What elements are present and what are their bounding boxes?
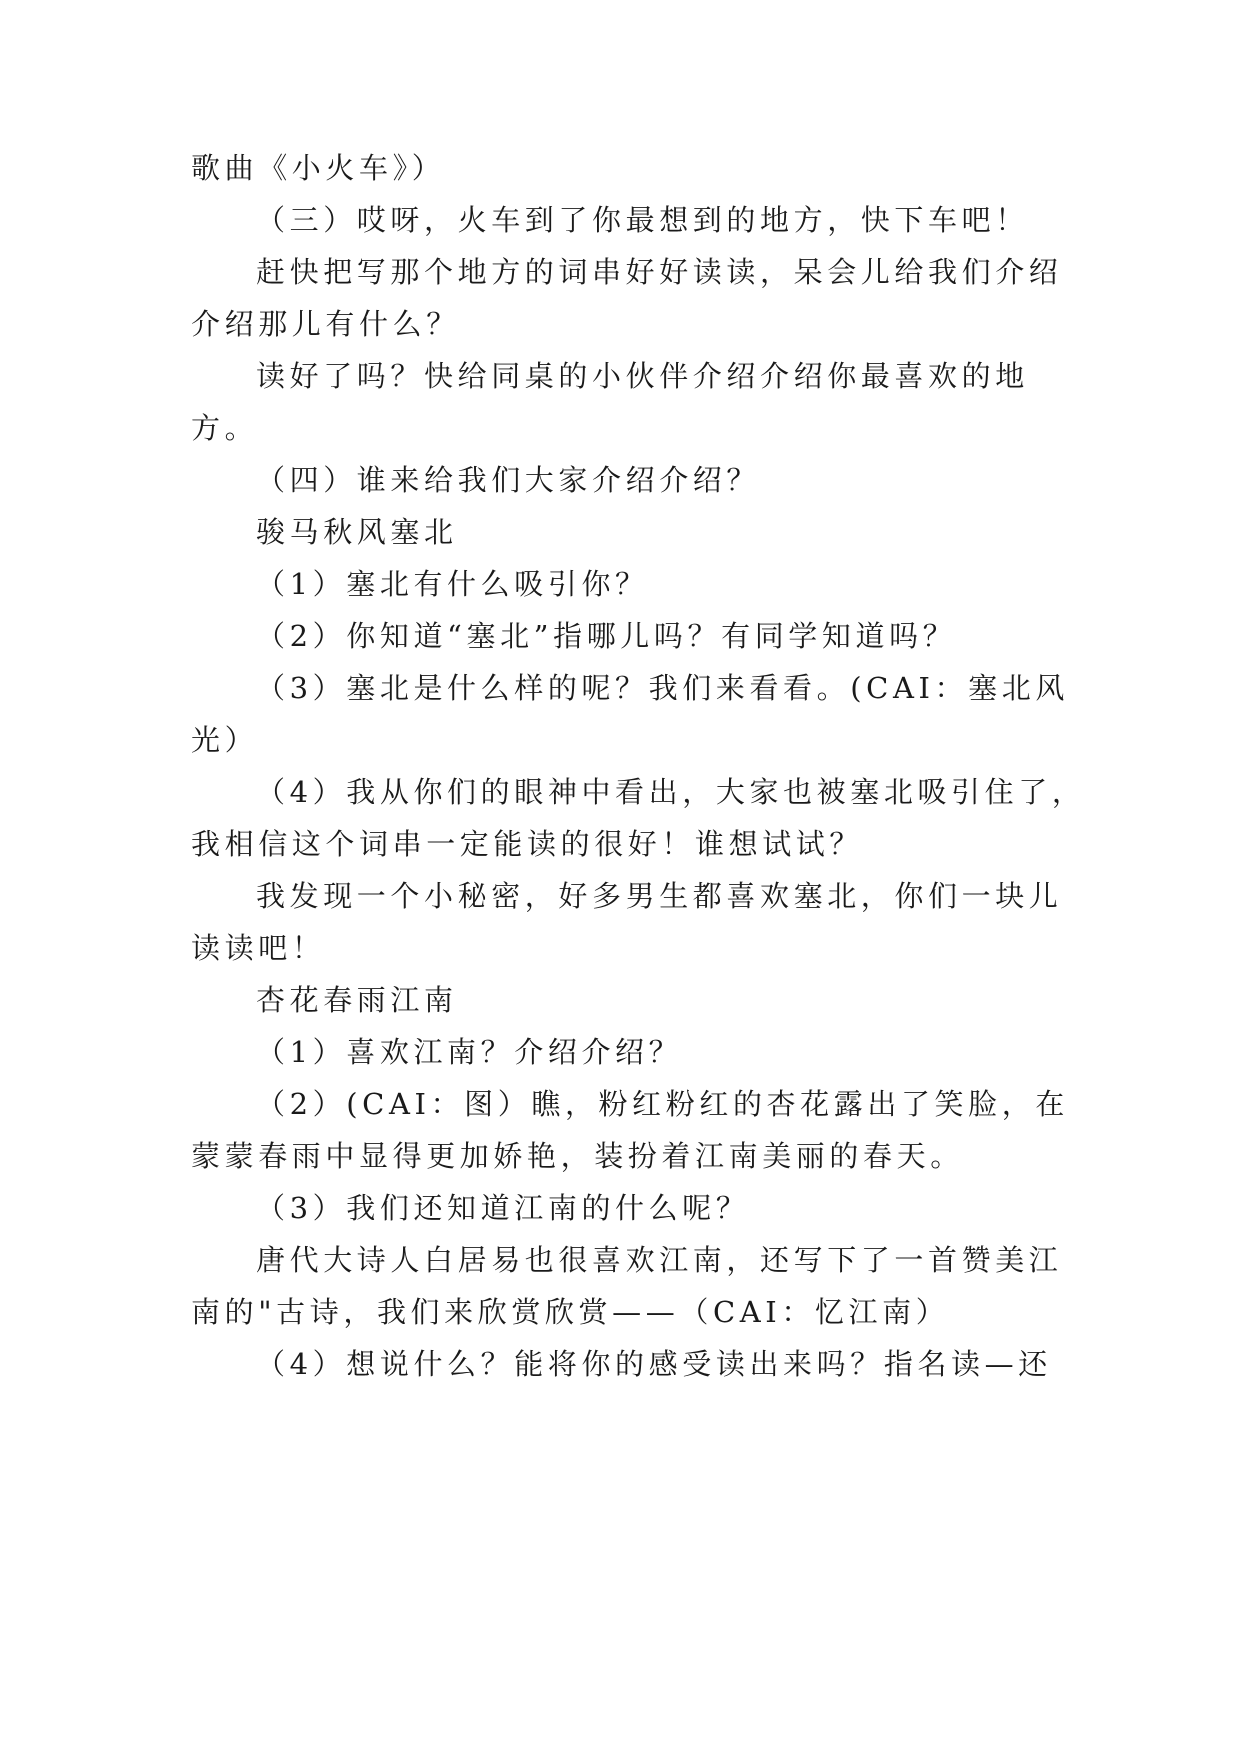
text-line: 唐代大诗人白居易也很喜欢江南，还写下了一首赞美江 [256, 1243, 1063, 1277]
text-line: 赶快把写那个地方的词串好好读读，呆会儿给我们介绍 [256, 255, 1063, 289]
text-line: 光） [191, 723, 259, 757]
text-line: 南的"古诗，我们来欣赏欣赏——（CAI：忆江南） [191, 1295, 950, 1329]
text-line: （四）谁来给我们大家介绍介绍？ [256, 463, 761, 497]
text-line: （4）想说什么？能将你的感受读出来吗？指名读—还 [256, 1347, 1052, 1381]
text-line: （2）(CAI：图）瞧，粉红粉红的杏花露出了笑脸，在 [256, 1087, 1069, 1121]
section-heading: 杏花春雨江南 [256, 983, 458, 1017]
text-line: （1）塞北有什么吸引你？ [256, 567, 649, 601]
text-line: （三）哎呀，火车到了你最想到的地方，快下车吧！ [256, 203, 1029, 237]
text-line: 读好了吗？快给同桌的小伙伴介绍介绍你最喜欢的地 [256, 359, 1029, 393]
text-line: 读读吧！ [191, 931, 326, 965]
section-heading: 骏马秋风塞北 [256, 515, 458, 549]
text-line: 介绍那儿有什么？ [191, 307, 460, 341]
text-line: 我相信这个词串一定能读的很好！谁想试试？ [191, 827, 864, 861]
text-line: 方。 [191, 411, 259, 445]
text-line: 蒙蒙春雨中显得更加娇艳，装扮着江南美丽的春天。 [191, 1139, 964, 1173]
text-line: （3）塞北是什么样的呢？我们来看看。(CAI：塞北风 [256, 671, 1069, 705]
text-line: （1）喜欢江南？介绍介绍？ [256, 1035, 683, 1069]
text-line: （2）你知道“塞北”指哪儿吗？有同学知道吗？ [256, 619, 957, 653]
text-line: 我发现一个小秘密，好多男生都喜欢塞北，你们一块儿 [256, 879, 1063, 913]
text-line: （4）我从你们的眼神中看出，大家也被塞北吸引住了， [256, 775, 1086, 809]
text-line: 歌曲《小火车》） [191, 151, 446, 185]
text-line: （3）我们还知道江南的什么呢？ [256, 1191, 750, 1225]
